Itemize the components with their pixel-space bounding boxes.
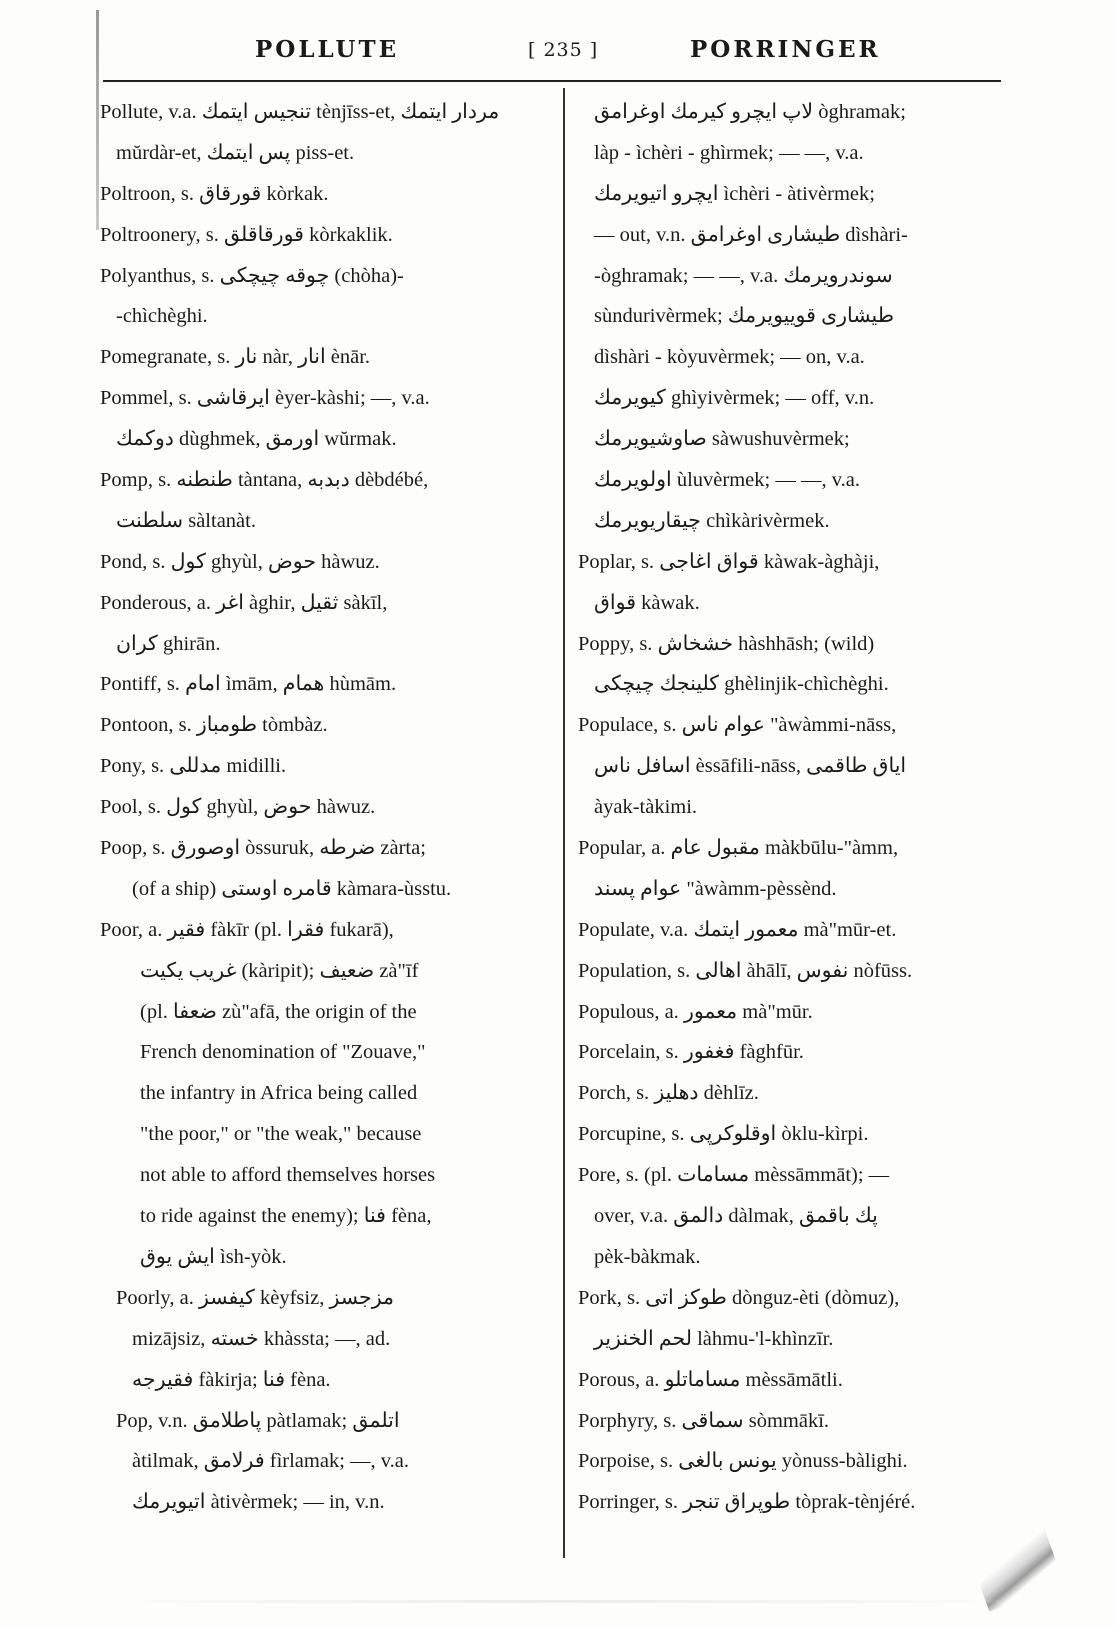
entry-line: to ride against the enemy); فنا fèna,: [140, 1205, 432, 1228]
entry-line: -òghramak; — —, v.a. سوندرويرمك: [594, 264, 893, 287]
page-bottom-edge: [80, 1600, 1040, 1603]
left-column: [100, 92, 555, 1523]
entry-line: (pl. ضعفا zù"afā, the origin of the: [140, 1000, 417, 1023]
entry-line: Pontiff, s. امام ìmām, همام hùmām.: [100, 673, 397, 696]
entry-line: pèk-bàkmak.: [594, 1245, 701, 1268]
entry-line: Porous, a. مساماتلو mèssāmātli.: [578, 1368, 843, 1391]
entry-line: سلطنت sàltanàt.: [116, 509, 256, 532]
entry-line: Porcelain, s. فغفور fàghfūr.: [578, 1041, 804, 1064]
entry-line: ايچرو اتيويرمك ìchèri - àtivèrmek;: [594, 182, 875, 205]
entry-line: Pollute, v.a. تنجيس ايتمك tènjīss-et, مردار ايتمك: [100, 101, 500, 123]
entry-line: Poor, a. فقير fàkīr (pl. فقرا fukarā),: [100, 918, 394, 941]
entry-line: Polyanthus, s. چوقه چيچكى (chòha)-: [100, 264, 404, 287]
entry-line: Pore, s. (pl. مسامات mèssāmmāt); —: [578, 1164, 890, 1187]
entry-line: اسافل ناس èssāfili-nāss, اياق طاقمى: [594, 755, 907, 778]
right-guide-word: PORRINGER: [690, 36, 881, 63]
entry-line: làp - ìchèri - ghìrmek; — —, v.a.: [594, 141, 864, 164]
entry-line: عوام پسند "àwàmm-pèssènd.: [594, 877, 837, 900]
entry-line: Pond, s. كول ghyùl, حوض hàwuz.: [100, 550, 380, 573]
entry-line: dìshàri - kòyuvèrmek; — on, v.a.: [594, 346, 865, 369]
entry-line: Pop, v.n. پاطلامق pàtlamak; اتلمق: [116, 1409, 400, 1432]
left-guide-word: POLLUTE: [255, 36, 400, 63]
entry-line: Pomp, s. طنطنه tàntana, دبدبه dèbdébé,: [100, 469, 429, 492]
entry-line: Pony, s. مدللى midilli.: [100, 755, 287, 778]
entry-line: لحم الخنزير làhmu-'l-khìnzīr.: [594, 1327, 834, 1350]
page-number: [ 235 ]: [528, 39, 599, 61]
entry-line: over, v.a. دالمق dàlmak, پك باقمق: [594, 1205, 878, 1228]
entry-line: the infantry in Africa being called: [140, 1082, 418, 1105]
entry-line: كلينجك چيچكى ghèlinjik-chìchèghi.: [594, 673, 889, 696]
entry-line: لاپ ايچرو كيرمك اوغرامق òghramak;: [594, 101, 906, 123]
entry-line: Poltroon, s. قورقاق kòrkak.: [100, 182, 329, 205]
entry-line: ايش يوق ìsh-yòk.: [140, 1245, 287, 1268]
entry-line: mŭrdàr-et, پس ايتمك piss-et.: [116, 141, 355, 164]
entry-line: Populate, v.a. معمور ايتمك mà"mūr-et.: [578, 918, 897, 941]
entry-line: كران ghirān.: [116, 632, 221, 655]
entry-line: -chìchèghi.: [116, 305, 208, 328]
entry-line: فقيرجه fàkirja; فنا fèna.: [132, 1368, 331, 1391]
entry-line: چيقاريويرمك chìkàrivèrmek.: [594, 509, 830, 532]
entry-line: كيويرمك ghìyivèrmek; — off, v.n.: [594, 387, 875, 410]
entry-line: not able to afford themselves horses: [140, 1164, 436, 1187]
entry-line: Porringer, s. طوپراق تنجر tòprak-tènjéré.: [578, 1491, 916, 1514]
page-corner-curl: [965, 1518, 1064, 1611]
entry-line: àtilmak, فرلامق fìrlamak; —, v.a.: [132, 1450, 410, 1473]
entry-line: — out, v.n. طيشارى اوغرامق dìshàri-: [594, 223, 908, 246]
entry-line: Poplar, s. قواق اغاجى kàwak-àghàji,: [578, 550, 880, 573]
binding-edge: [96, 10, 99, 230]
entry-line: Populace, s. عوام ناس "àwàmmi-nāss,: [578, 714, 897, 737]
header-rule: [103, 80, 1001, 82]
entry-line: اتيويرمك àtivèrmek; — in, v.n.: [132, 1491, 385, 1514]
entry-line: mizājsiz, خسته khàssta; —, ad.: [132, 1327, 391, 1350]
entry-line: Pomegranate, s. نار nàr, انار ènār.: [100, 346, 371, 369]
entry-line: Pommel, s. ايرقاشى èyer-kàshi; —, v.a.: [100, 387, 430, 410]
entry-line: غريب يكيت (kàripit); ضعيف zà"īf: [140, 959, 419, 982]
entry-line: sùndurivèrmek; طيشارى قوييويرمك: [594, 305, 895, 328]
entry-line: Porch, s. دهليز dèhlīz.: [578, 1082, 759, 1105]
entry-line: Population, s. اهالى àhālī, نفوس nòfūss.: [578, 959, 913, 982]
entry-line: Poltroonery, s. قورقاقلق kòrkaklik.: [100, 223, 393, 246]
entry-line: اولويرمك ùluvèrmek; — —, v.a.: [594, 469, 860, 492]
entry-line: Porphyry, s. سماقى sòmmākī.: [578, 1409, 830, 1432]
entry-line: قواق kàwak.: [594, 591, 700, 614]
entry-line: Pontoon, s. طومباز tòmbàz.: [100, 714, 328, 737]
entry-line: Pool, s. كول ghyùl, حوض hàwuz.: [100, 796, 376, 819]
entry-line: Populous, a. معمور mà"mūr.: [578, 1000, 813, 1023]
entry-line: Porcupine, s. اوقلوكرپى òklu-kìrpi.: [578, 1123, 869, 1146]
entry-line: Poorly, a. كيفسز kèyfsiz, مزجسز: [116, 1286, 395, 1309]
entry-line: Porpoise, s. يونس بالغى yònuss-bàlighi.: [578, 1450, 908, 1473]
entry-line: Poop, s. اوصورق òssuruk, ضرطه zàrta;: [100, 837, 426, 860]
entry-line: صاوشيويرمك sàwushuvèrmek;: [594, 428, 850, 451]
entry-line: "the poor," or "the weak," because: [140, 1123, 422, 1146]
entry-line: French denomination of "Zouave,": [140, 1041, 426, 1064]
entry-line: Ponderous, a. اغر àghir, ثقيل sàkīl,: [100, 591, 388, 614]
entry-line: Popular, a. مقبول عام màkbūlu-"àmm,: [578, 837, 899, 860]
entry-line: àyak-tàkimi.: [594, 796, 698, 819]
entry-line: دوكمك dùghmek, اورمق wŭrmak.: [116, 428, 397, 451]
column-divider: [563, 88, 565, 1558]
right-column: [578, 92, 1008, 1523]
entry-line: Pork, s. طوكز اتى dònguz-èti (dòmuz),: [578, 1286, 900, 1309]
entry-line: Poppy, s. خشخاش hàshhāsh; (wild): [578, 632, 875, 655]
entry-line: (of a ship) قامره اوستى kàmara-ùsstu.: [132, 877, 452, 900]
